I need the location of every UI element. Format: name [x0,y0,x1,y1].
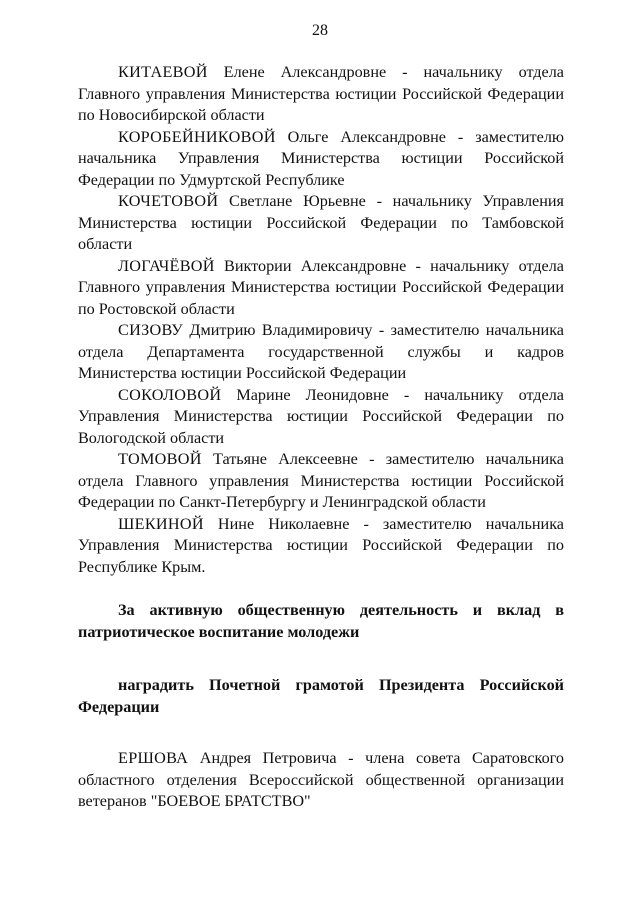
entry-surname: СОКОЛОВОЙ [118,385,222,404]
entry-text: Татьяне Алексеевне - заместителю начальника отдела Главного управления Министерства юстиции Российской Федерации по Санкт-Петербургу и Ленинградской области [78,450,564,511]
award-entry [78,127,564,192]
entry-surname: ШЕКИНОЙ [118,514,204,533]
award-entry [78,449,564,514]
entry-text: Светлане Юрьевне - начальнику Управления Министерства юстиции Российской Федерации по Тамбовской области [78,192,564,253]
award-type-heading: наградить Почетной грамотой Президента Российской Федерации [78,676,564,716]
entry-surname: КОРОБЕЙНИКОВОЙ [118,127,276,146]
award-entry [78,62,564,127]
award-entry [78,256,564,321]
entry-surname: ЛОГАЧЁВОЙ [118,256,215,275]
entry-surname: КИТАЕВОЙ [118,63,208,81]
entry-text: Марине Леонидовне - начальнику отдела Управления Министерства юстиции Российской Федерации по Вологодской области [78,385,564,447]
entry-text: Ольге Александровне - заместителю начальника Управления Министерства юстиции Российской Федерации по Удмуртской Республике [78,127,564,189]
award-entry [78,191,564,256]
award-entry [78,385,564,450]
entry-text: Виктории Александровне - начальнику отдела Главного управления Министерства юстиции Российской Федерации по Ростовской области [78,256,564,318]
entry-surname: СИЗОВУ [118,321,184,339]
page-number: 28 [312,22,328,39]
award-reason-heading: За активную общественную деятельность и вклад в патриотическое воспитание молодежи [78,601,564,641]
entry-surname: ТОМОВОЙ [118,450,202,468]
entry-text: Дмитрию Владимировичу - заместителю начальника отдела Департамента государственной службы и кадров Министерства юстиции Российской Федерации [78,321,564,382]
award-entry [78,748,564,813]
entry-surname: ЕРШОВА [118,749,189,767]
entry-text: Андрея Петровича - члена совета Саратовского областного отделения Всероссийской общественной организации ветеранов "БОЕВОЕ БРАТСТВО" [78,749,564,810]
award-entry [78,320,564,385]
entry-text: Елене Александровне - начальнику отдела Главного управления Министерства юстиции Российской Федерации по Новосибирской области [78,63,564,124]
entry-surname: КОЧЕТОВОЙ [118,192,219,210]
award-entry [78,514,564,579]
document-body [78,62,564,813]
entry-text: Нине Николаевне - заместителю начальника Управления Министерства юстиции Российской Федерации по Республике Крым. [78,514,564,576]
